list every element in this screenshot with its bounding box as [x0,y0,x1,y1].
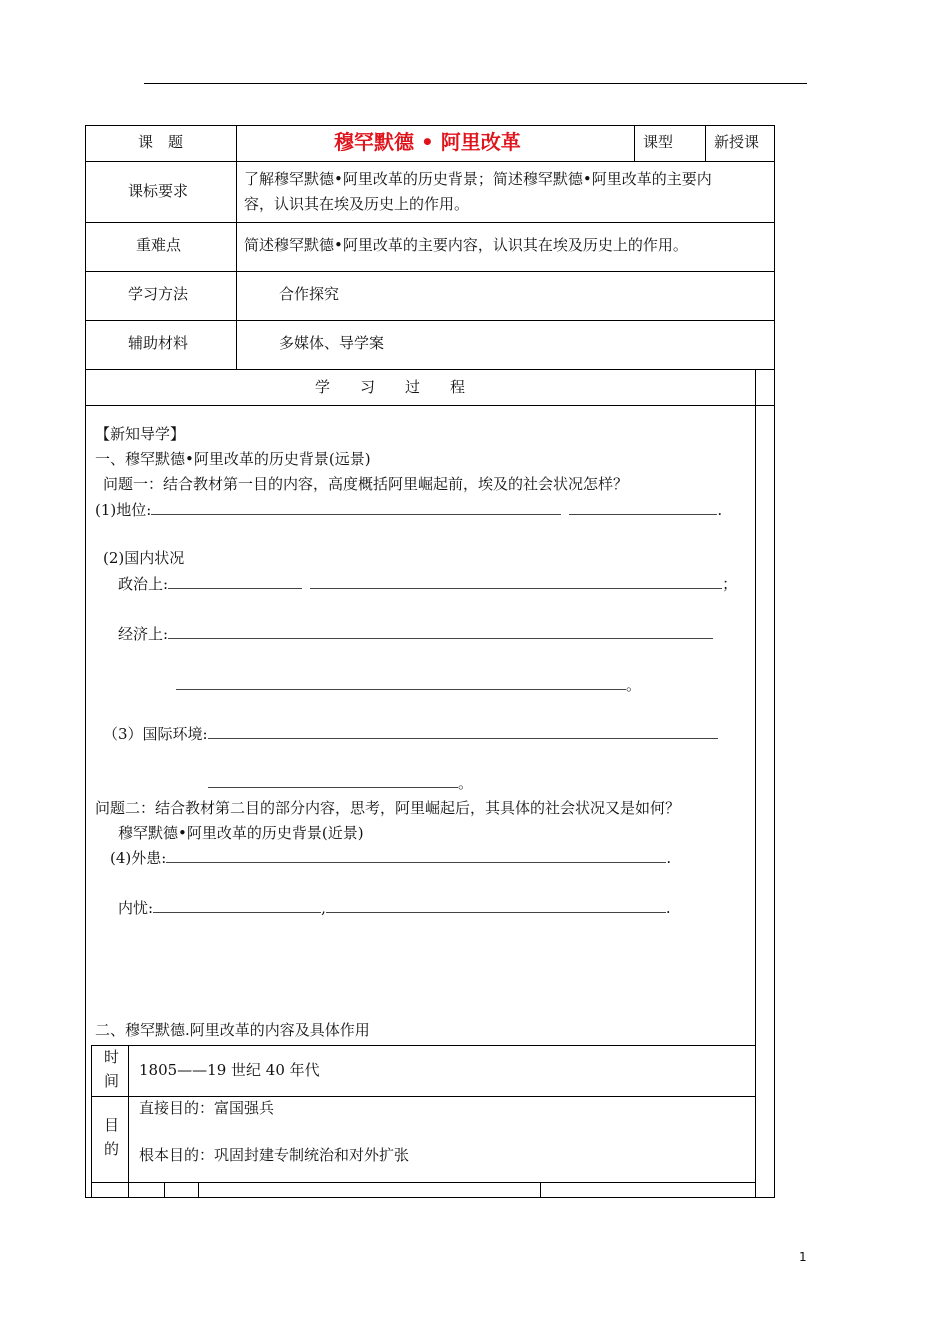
inner-trouble-label: 内忧: [118,899,154,917]
goal-label-1: 目 [104,1116,120,1134]
material-text: 多媒体、导学案 [279,334,385,352]
answer-blank[interactable] [168,626,713,639]
item4-row [110,850,671,866]
answer-blank[interactable] [166,850,666,863]
header-rule [144,83,807,84]
goal-direct: 直接目的：富国强兵 [139,1099,275,1117]
key-points-text: 简述穆罕默德•阿里改革的主要内容，认识其在埃及历史上的作用。 [244,236,688,254]
punctuation: 。 [458,774,474,792]
punctuation: . [665,899,671,917]
page-number: 1 [799,1250,807,1264]
answer-blank[interactable] [310,576,722,589]
item1-label: (1)地位: [95,501,152,519]
economy-label: 经济上: [118,625,169,643]
item3-label: （3）国际环境: [103,725,208,743]
part1-title: 一、穆罕默德•阿里改革的历史背景(远景) [95,450,371,468]
economy-row-2 [176,677,641,693]
goal-label-2: 的 [104,1140,120,1158]
lesson-type-label: 课型 [643,133,674,151]
lesson-title: 穆罕默德 • 阿里改革 [334,130,521,154]
item1-row [95,502,722,518]
material-label: 辅助材料 [128,334,189,352]
answer-blank[interactable] [208,775,458,788]
answer-blank[interactable] [569,502,717,515]
section-tag: 【新知导学】 [95,425,186,443]
question-one: 问题一：结合教材第一目的内容，高度概括阿里崛起前，埃及的社会状况怎样？ [103,475,629,493]
goal-root: 根本目的：巩固封建专制统治和对外扩张 [139,1146,410,1164]
standard-text-line1: 了解穆罕默德•阿里改革的历史背景；简述穆罕默德•阿里改革的主要内 [244,170,712,188]
politics-row [118,576,737,592]
punctuation: 。 [626,676,642,694]
punctuation: . [666,849,672,867]
punctuation: , [321,899,326,917]
answer-blank[interactable] [208,726,718,739]
method-label: 学习方法 [128,285,189,303]
time-label-2: 间 [104,1072,120,1090]
time-label-1: 时 [104,1048,120,1066]
item2-label: (2)国内状况 [103,549,185,567]
answer-blank[interactable] [168,576,302,589]
lesson-type-value: 新授课 [714,133,760,151]
method-text: 合作探究 [279,285,340,303]
politics-label: 政治上: [118,575,169,593]
part2-title: 二、穆罕默德.阿里改革的内容及具体作用 [95,1021,370,1039]
standard-text-line2: 容，认识其在埃及历史上的作用。 [244,195,470,213]
recent-background-title: 穆罕默德•阿里改革的历史背景(近景) [118,824,364,842]
economy-row [118,626,713,642]
question-two: 问题二：结合教材第二目的部分内容，思考，阿里崛起后，其具体的社会状况又是如何？ [95,799,681,817]
answer-blank[interactable] [151,502,561,515]
time-value: 1805——19 世纪 40 年代 [139,1061,320,1079]
answer-blank[interactable] [326,900,666,913]
answer-blank[interactable] [176,677,626,690]
inner-trouble-row [118,900,671,916]
standard-label: 课标要求 [128,182,189,200]
item3-row-2 [208,775,473,791]
process-heading: 学 习 过 程 [315,378,466,396]
answer-blank[interactable] [153,900,321,913]
key-points-label: 重难点 [136,236,182,254]
item4-label: (4)外患: [110,849,167,867]
item3-row [103,726,718,742]
topic-label: 课 题 [138,133,184,151]
punctuation: . [717,501,723,519]
punctuation: ； [722,575,738,593]
